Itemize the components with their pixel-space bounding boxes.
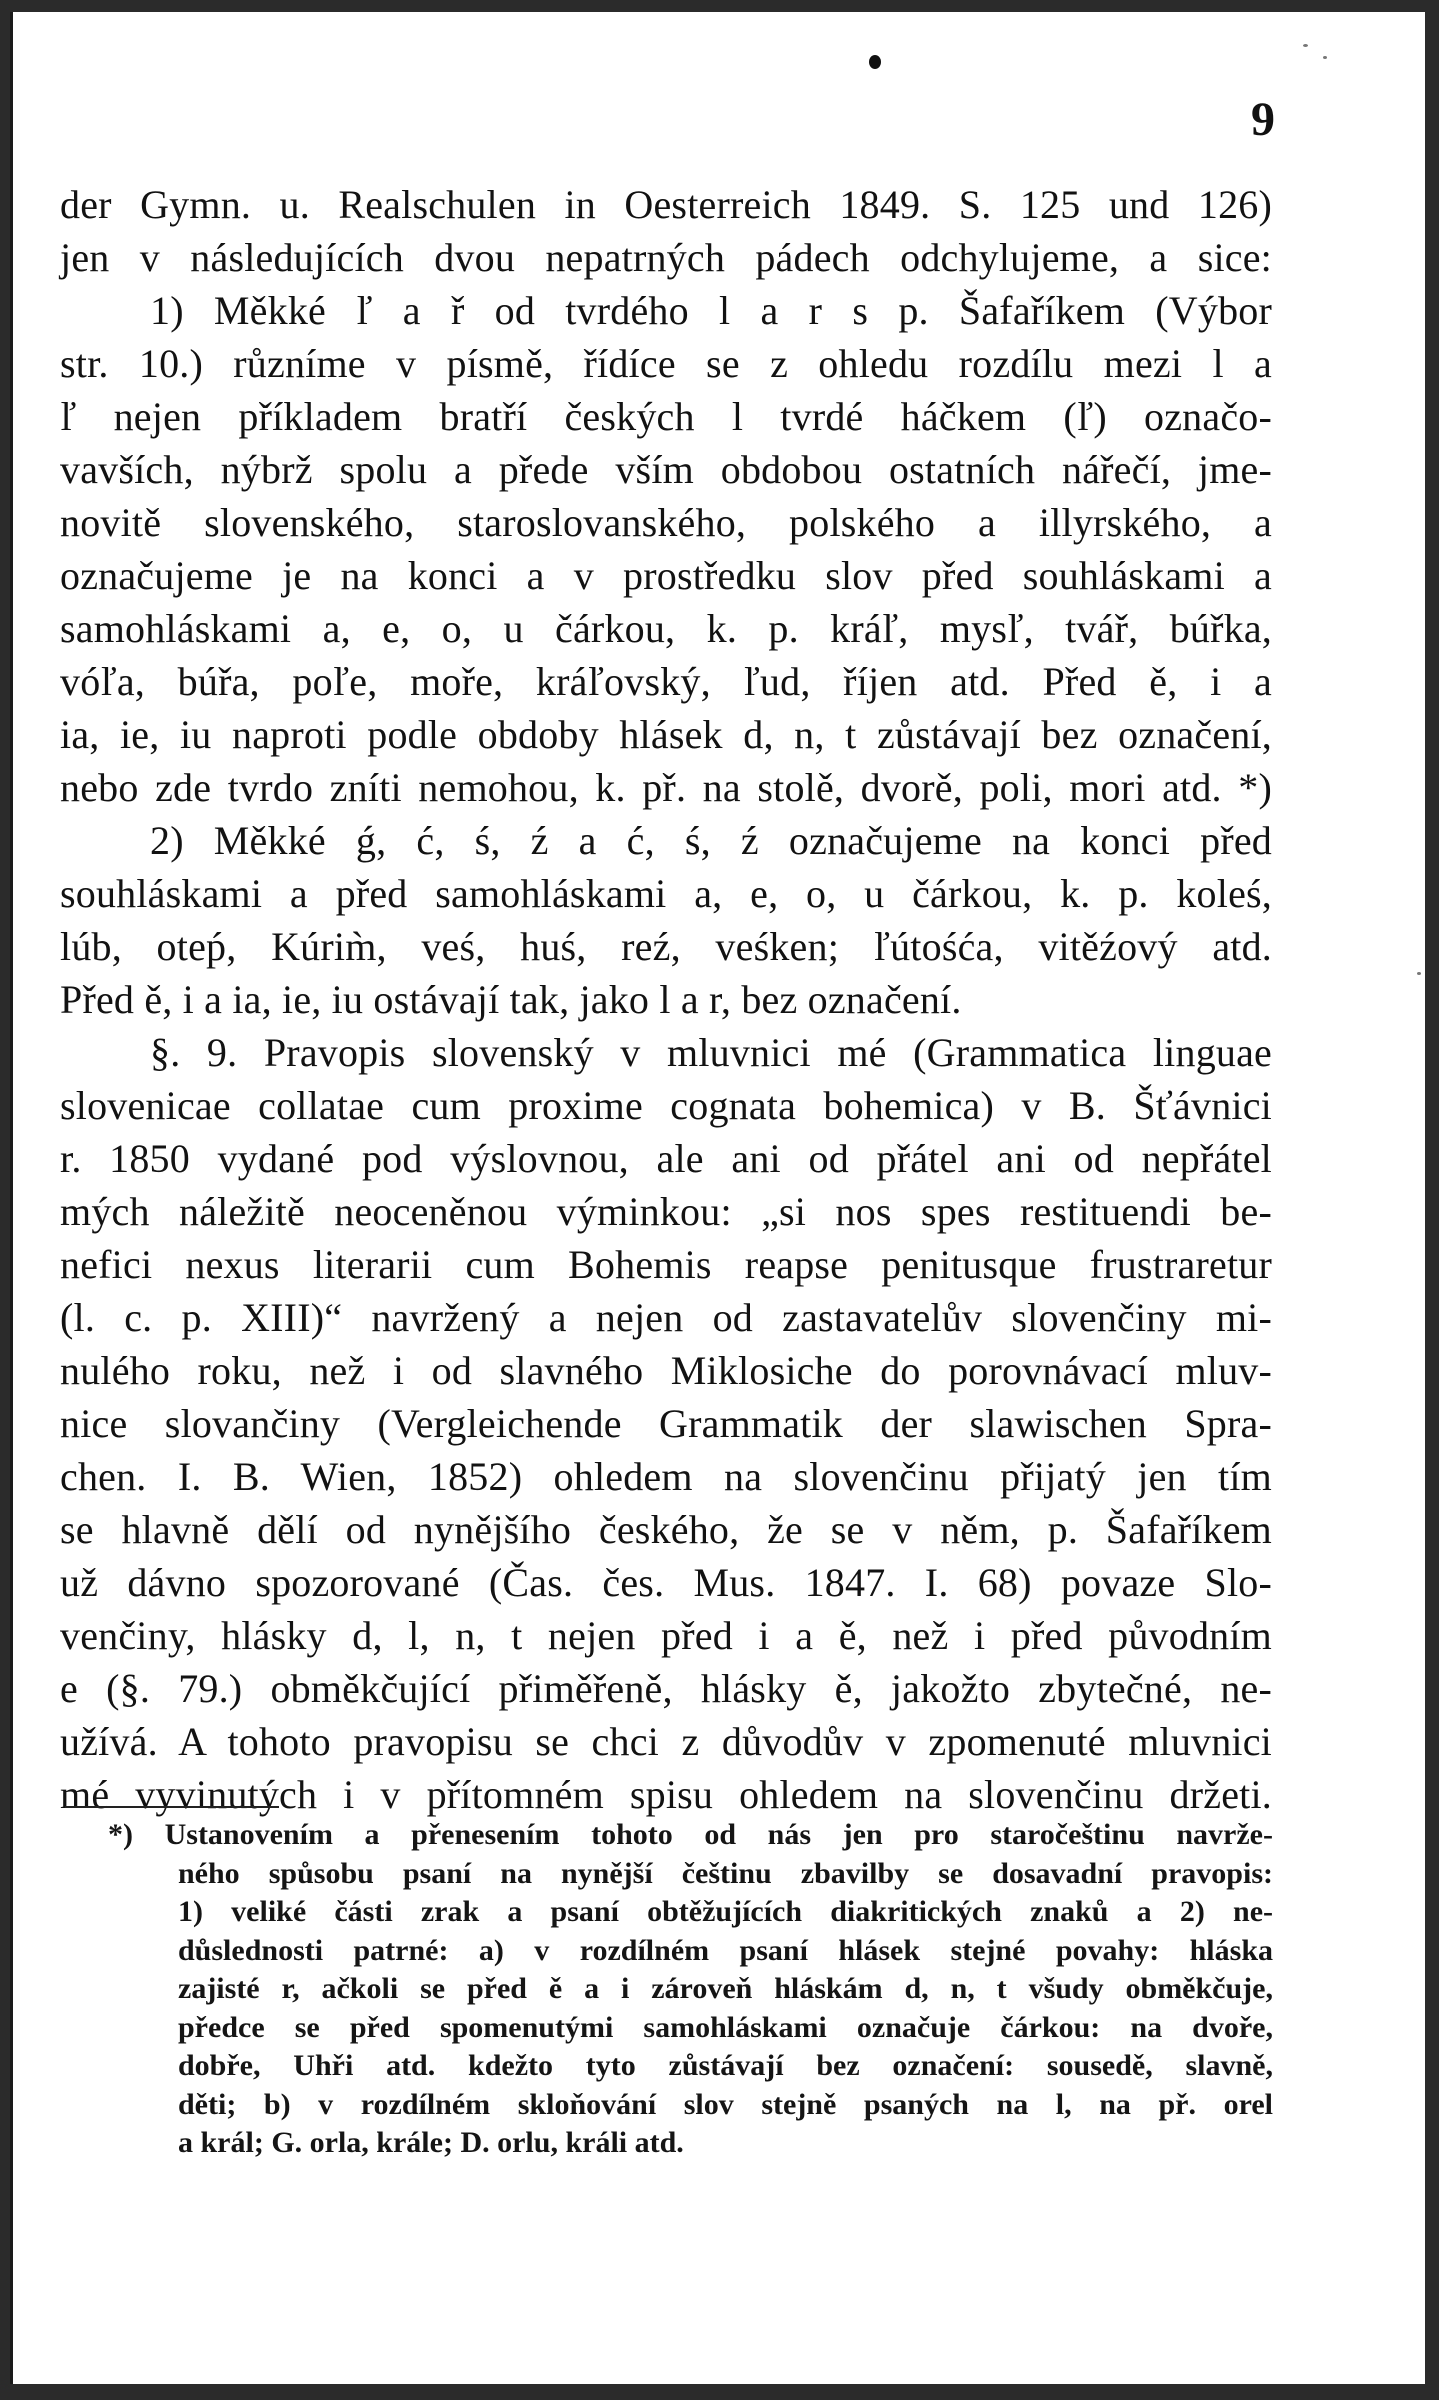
text-line: nice slovančiny (Vergleichende Grammatik der slawischen Spra- xyxy=(60,1401,1272,1446)
text-line: vóľa, búřa, poľe, mořе, kráľovský, ľud, říjen atd. Před ě, i a xyxy=(60,659,1272,704)
footnote-line: předce se před spomenutými samohláskami označuje čárkou: na dvoře, xyxy=(178,2010,1273,2044)
paper-speck xyxy=(1303,44,1308,47)
text-line: Před ě, i a ia, ie, iu ostávají tak, jako l a r, bez označení. xyxy=(60,977,962,1022)
footnote-line: 1) veliké části zrak a psaní obtěžujících diakritických znaků a 2) ne- xyxy=(178,1895,1273,1928)
text-line: už dávno spozorované (Čas. čes. Mus. 1847. I. 68) povaze Slo- xyxy=(60,1560,1272,1605)
main-text xyxy=(60,178,1272,1821)
text-line: 1) Měkké ľ a ř od tvrdého l a r s p. Šafaříkem (Výbor xyxy=(150,288,1272,333)
text-line: novitě slovenského, staroslovanského, polského a illyrského, a xyxy=(60,500,1272,545)
text-line: der Gymn. u. Realschulen in Oesterreich 1849. S. 125 und 126) xyxy=(60,182,1272,227)
footnote-line: *) Ustanovením a přenesením tohoto od nás jen pro staročeštinu navrže- xyxy=(108,1818,1273,1851)
text-line: 2) Měkké ǵ, ć, ś, ź a ć, ś, ź označujeme na konci před xyxy=(150,818,1272,863)
footnote-separator xyxy=(65,1806,279,1808)
text-line: samohláskami a, e, o, u čárkou, k. p. kráľ, mysľ, tvář, búřka, xyxy=(60,606,1272,651)
text-line: e (§. 79.) obměkčující přiměřeně, hlásky ě, jakožto zbytečné, ne- xyxy=(60,1666,1272,1711)
footnote xyxy=(108,1816,1273,2163)
text-line: chen. I. B. Wien, 1852) ohledem na slovenčinu přijatý jen tím xyxy=(60,1454,1272,1499)
text-line: označujeme je na konci a v prostředku slov před souhláskami a xyxy=(60,553,1272,598)
footnote-line: dobře, Uhři atd. kdežto tyto zůstávají bez označení: sousedě, slavně, xyxy=(178,2049,1273,2082)
text-line: (l. c. p. XIII)“ navržený a nejen od zastavatelův slovenčiny mi- xyxy=(60,1295,1272,1340)
text-line: slovenicae collatae cum proxime cognata bohemica) v B. Šťávnici xyxy=(60,1083,1272,1128)
text-line: vavších, nýbrž spolu a přede vším obdobou ostatních nářečí, jme- xyxy=(60,447,1272,492)
text-line: užívá. A tohoto pravopisu se chci z důvodův v zpomenuté mluvnici xyxy=(60,1719,1272,1764)
paper-speck xyxy=(1417,972,1421,975)
footnote-line: ného spůsobu psaní na nynější češtinu zbavilby se dosavadní pravopis: xyxy=(178,1856,1273,1890)
text-line: nebo zde tvrdo zníti nemohou, k. př. na stolě, dvorě, poli, mori atd. *) xyxy=(60,765,1272,810)
section-heading-line: §. 9. Pravopis slovenský v mluvnici mé (Grammatica linguae xyxy=(150,1030,1272,1075)
text-line: nefici nexus literarii cum Bohemis reapse penitusque frustraretur xyxy=(60,1242,1272,1287)
text-line: lúb, oteṕ, Kúrim̀, veś, huś, reź, veśken; ľútośća, vitěźový atd. xyxy=(60,924,1272,969)
footnote-line: a král; G. orla, krále; D. orlu, králi atd. xyxy=(178,2126,684,2159)
text-line: str. 10.) různíme v písmě, řídíce se z ohledu rozdílu mezi l a xyxy=(60,341,1272,386)
text-line: venčiny, hlásky d, l, n, t nejen před i a ě, než i před původním xyxy=(60,1613,1272,1658)
text-line: mé vyvinutých i v přítomném spisu ohledem na slovenčinu držeti. xyxy=(60,1772,1272,1817)
text-line: souhláskami a před samohláskami a, e, o, u čárkou, k. p. koleś, xyxy=(60,871,1272,916)
footnote-line: děti; b) v rozdílném skloňování slov stejně psaných na l, na př. orel xyxy=(178,2087,1273,2121)
text-line: jen v následujících dvou nepatrných pádech odchylujeme, a sice: xyxy=(60,235,1272,280)
text-line: nulého roku, než i od slavného Miklosiche do porovnávací mluv- xyxy=(60,1348,1272,1393)
paper-speck xyxy=(1323,56,1327,59)
page-number: 9 xyxy=(1251,93,1275,146)
book-page xyxy=(10,12,1425,2384)
text-line: se hlavně dělí od nynějšího českého, že se v něm, p. Šafaříkem xyxy=(60,1507,1272,1552)
text-line: ia, ie, iu naproti podle obdoby hlásek d, n, t zůstávají bez označení, xyxy=(60,712,1272,757)
text-line: mých náležitě neoceněnou výminkou: „si nos spes restituendi be- xyxy=(60,1189,1272,1234)
print-mark xyxy=(869,55,881,69)
text-line: ľ nejen příkladem bratří českých l tvrdé háčkem (ľ) označo- xyxy=(60,394,1272,439)
text-line: r. 1850 vydané pod výslovnou, ale ani od přátel ani od nepřátel xyxy=(60,1136,1272,1181)
footnote-line: důslednosti patrné: a) v rozdílném psaní hlásek stejné povahy: hláska xyxy=(178,1933,1273,1967)
footnote-line: zajisté r, ačkoli se před ě a i zároveň hláskám d, n, t všudy obměkčuje, xyxy=(178,1972,1273,2005)
